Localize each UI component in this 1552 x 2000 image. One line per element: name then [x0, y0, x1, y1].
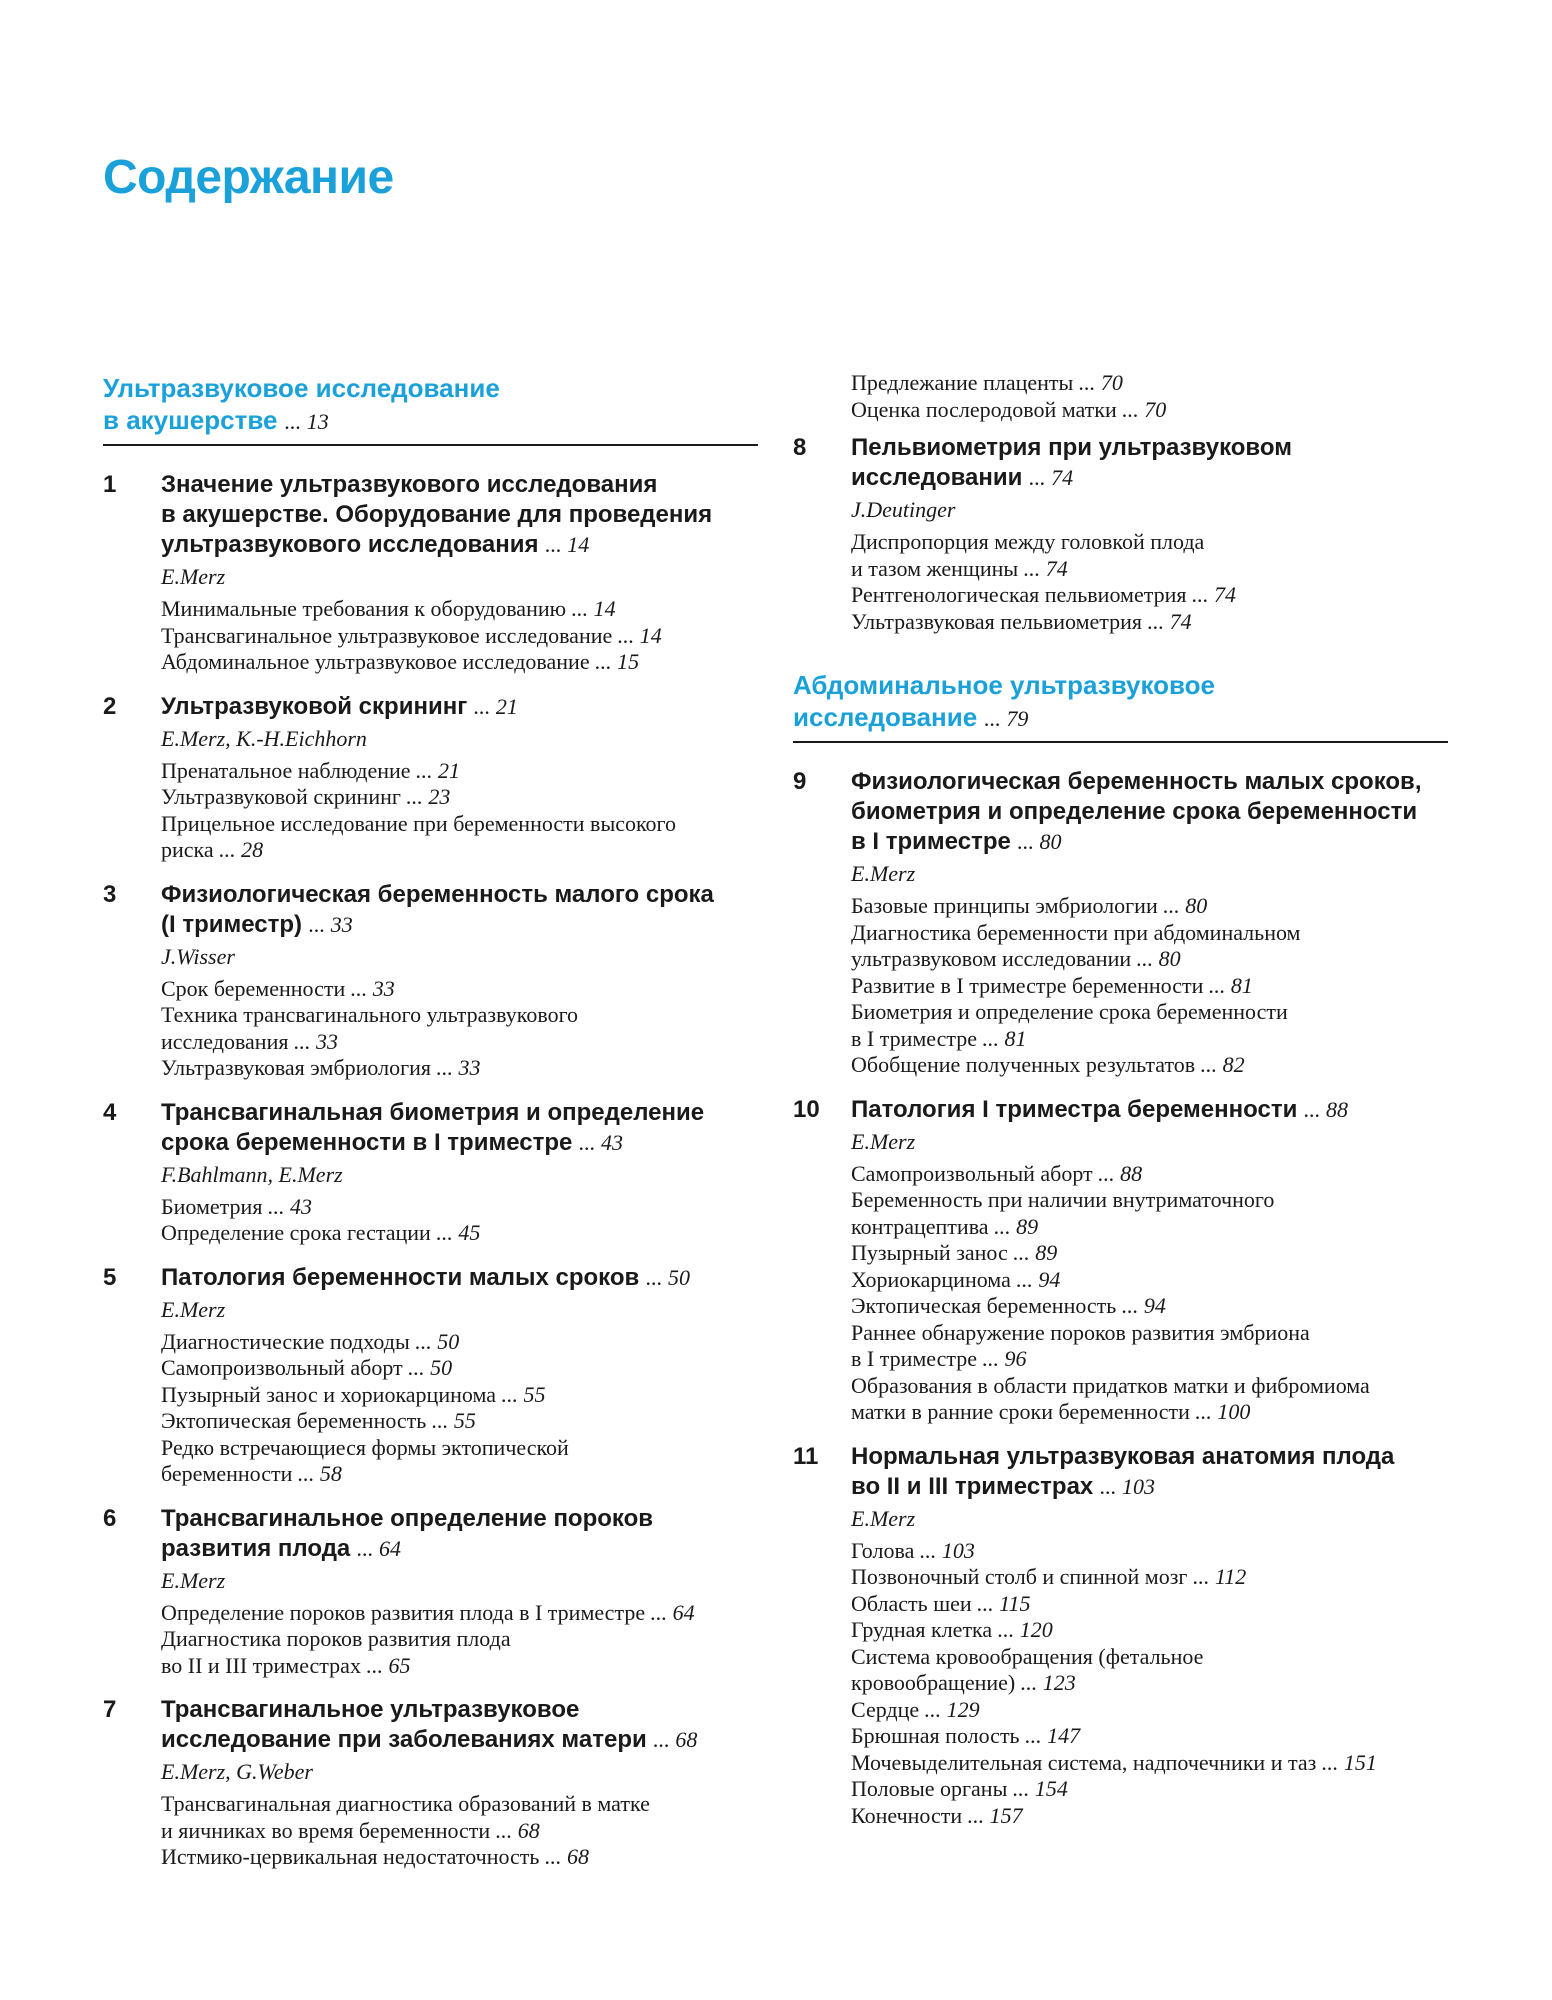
toc-subentry[interactable] — [161, 1055, 761, 1082]
chapter-entry — [103, 1263, 803, 1488]
page-number: 68 — [675, 1727, 698, 1752]
subentry-text: Пузырный занос и хориокарцинома — [161, 1381, 496, 1407]
toc-subentry[interactable] — [851, 1776, 1451, 1803]
toc-subentry[interactable] — [851, 1052, 1451, 1079]
subentry-text: Минимальные требования к оборудованию — [161, 596, 567, 621]
chapter-author: J.Deutinger — [851, 497, 956, 522]
section-title: Абдоминальное ультразвуковое исследование — [793, 670, 1216, 732]
subentry-page: ... 64 — [650, 1599, 695, 1625]
chapter-body — [161, 692, 761, 864]
toc-subentry[interactable] — [161, 1002, 761, 1055]
page-number: 33 — [330, 911, 353, 937]
subentry-page: ... 33 — [293, 1028, 338, 1054]
toc-left-column — [103, 372, 803, 1887]
page-number: 55 — [453, 1408, 476, 1433]
subentry-text: Раннее обнаружение пороков развития эмбриона в I триместре — [851, 1319, 1310, 1371]
chapter-title[interactable] — [161, 1098, 761, 1158]
subentry-text: Эктопическая беременность — [851, 1293, 1117, 1318]
chapter-body — [851, 767, 1451, 1079]
subentry-text: Диагностика пороков развития плода во II и III триместрах — [161, 1626, 511, 1678]
page-number: 50 — [667, 1264, 690, 1290]
toc-right-column — [793, 370, 1493, 1845]
subentry-text: Образования в области придатков матки и фибромиома матки в ранние сроки беременности — [851, 1372, 1370, 1424]
toc-subentry[interactable] — [851, 1750, 1451, 1777]
subentry-page: ... 115 — [977, 1590, 1031, 1616]
subentry-page: ... 103 — [919, 1537, 975, 1563]
subentry-page: ... 43 — [267, 1193, 312, 1219]
page-number: 147 — [1047, 1723, 1081, 1748]
subentry-page: ... 45 — [436, 1220, 481, 1245]
subentry-page: ... 74 — [1147, 608, 1192, 634]
page-number: 50 — [430, 1355, 453, 1380]
chapter-author: E.Merz — [851, 1505, 916, 1531]
continued-entries — [793, 370, 1493, 423]
subentry-page: ... 80 — [1136, 946, 1181, 971]
page-number: 74 — [1214, 582, 1236, 607]
subentry-text: Развитие в I триместре беременности — [851, 972, 1204, 998]
page-number: 23 — [428, 784, 451, 809]
subentry-page: ... 94 — [1121, 1293, 1166, 1318]
page-number: 129 — [946, 1696, 980, 1722]
page-number: 74 — [1051, 465, 1074, 490]
subentry-text: Брюшная полость — [851, 1723, 1020, 1748]
subentry-page: ... 50 — [415, 1328, 460, 1354]
subentry-page: ... 50 — [408, 1355, 453, 1380]
toc-subentry[interactable] — [851, 1617, 1451, 1644]
subentry-text: Истмико-цервикальная недостаточность — [161, 1844, 540, 1869]
toc-subentry[interactable] — [851, 1803, 1451, 1830]
subentry-page: ... 55 — [501, 1381, 546, 1407]
chapter-body — [161, 880, 761, 1082]
toc-subentry[interactable] — [161, 1600, 761, 1627]
subentry-text: Голова — [851, 1537, 915, 1563]
subentry-page: ... 89 — [1013, 1240, 1058, 1265]
subentry-page: ... 74 — [1192, 582, 1236, 607]
subentry-page: ... 81 — [982, 1025, 1027, 1051]
chapter-page: ... 68 — [653, 1727, 698, 1752]
chapter-number: 9 — [793, 768, 807, 795]
subentry-text: Базовые принципы эмбриологии — [851, 893, 1158, 918]
toc-subentry[interactable] — [851, 1538, 1451, 1565]
page-number: 21 — [438, 757, 461, 783]
toc-subentry[interactable] — [161, 1408, 761, 1435]
toc-subentry[interactable] — [851, 1564, 1451, 1591]
toc-subentry[interactable] — [161, 623, 761, 650]
chapter-list — [793, 767, 1493, 1829]
chapter-page: ... 21 — [473, 693, 518, 719]
page-number: 157 — [989, 1802, 1023, 1828]
chapter-author: E.Merz — [161, 1296, 226, 1322]
chapter-number: 5 — [103, 1263, 117, 1291]
subentry-page: ... 68 — [544, 1844, 589, 1869]
chapter-number: 6 — [103, 1504, 117, 1532]
page-number: 14 — [567, 532, 590, 557]
toc-subentry[interactable] — [161, 811, 761, 864]
chapter-title-text: Ультразвуковой скрининг — [161, 692, 468, 720]
subentry-text: Предлежание плаценты — [851, 370, 1074, 395]
subentry-page: ... 129 — [924, 1696, 980, 1722]
subentry-text: Прицельное исследование при беременности высокого риска — [161, 810, 677, 862]
subentry-text: Биометрия — [161, 1193, 263, 1219]
page-number: 33 — [458, 1055, 481, 1080]
toc-subentry[interactable] — [161, 758, 761, 785]
chapter-body — [161, 470, 761, 676]
subentry-page: ... 96 — [982, 1346, 1027, 1371]
subentry-page: ... 70 — [1078, 370, 1123, 395]
subentry-text: Биометрия и определение срока беременности в I триместре — [851, 999, 1288, 1051]
page-number: 154 — [1034, 1776, 1068, 1801]
chapter-entry — [103, 1695, 803, 1871]
page-number: 80 — [1185, 893, 1208, 918]
subentry-text: Рентгенологическая пельвиометрия — [851, 582, 1187, 607]
subentry-page: ... 100 — [1195, 1399, 1251, 1424]
toc-subentry[interactable] — [851, 1320, 1451, 1373]
chapter-number: 10 — [793, 1095, 820, 1123]
page-number: 21 — [495, 693, 518, 719]
subentry-text: Диагностические подходы — [161, 1328, 410, 1354]
section-heading[interactable]: Ультразвуковое исследование в акушерстве ... 13 — [103, 372, 758, 446]
page-number: 151 — [1343, 1749, 1377, 1775]
chapter-page: ... 14 — [545, 532, 590, 557]
subentry-text: Определение пороков развития плода в I триместре — [161, 1599, 646, 1625]
toc-subentry[interactable] — [161, 1844, 761, 1871]
subentry-text: Эктопическая беременность — [161, 1408, 427, 1433]
chapter-author: F.Bahlmann, E.Merz — [161, 1161, 343, 1187]
page-number: 112 — [1214, 1564, 1247, 1589]
page-number: 103 — [1121, 1473, 1155, 1499]
page-number: 74 — [1169, 608, 1192, 634]
toc-subentry[interactable] — [851, 582, 1451, 609]
toc-subentry[interactable] — [161, 1329, 761, 1356]
subentry-page: ... 147 — [1025, 1723, 1081, 1748]
page-number: 33 — [315, 1028, 338, 1054]
subentry-text: Самопроизвольный аборт — [851, 1160, 1093, 1186]
toc-subentry[interactable] — [851, 529, 1451, 582]
subentry-text: Обобщение полученных результатов — [851, 1052, 1196, 1077]
chapter-page: ... 80 — [1017, 829, 1062, 854]
subentry-text: Диспропорция между головкой плода и тазом женщины — [851, 529, 1205, 581]
toc-subentry[interactable] — [851, 1161, 1451, 1188]
toc-subentry[interactable] — [851, 920, 1451, 973]
chapter-author: E.Merz — [851, 1128, 916, 1154]
chapter-entry — [103, 692, 803, 864]
subentry-text: Сердце — [851, 1696, 920, 1722]
chapter-title[interactable] — [161, 880, 761, 940]
chapter-title-text: Патология беременности малых сроков — [161, 1263, 640, 1291]
chapter-body — [161, 1504, 761, 1680]
page-number: 88 — [1120, 1160, 1143, 1186]
page-number: 74 — [1045, 555, 1068, 581]
chapter-number: 3 — [103, 880, 117, 908]
chapter-entry — [103, 1504, 803, 1680]
toc-subentry[interactable] — [851, 1267, 1451, 1294]
subentry-page: ... 15 — [595, 649, 640, 674]
subentry-page: ... 89 — [994, 1213, 1039, 1239]
chapter-list — [103, 470, 803, 1871]
page-number: 43 — [289, 1193, 312, 1219]
page-number: 88 — [1326, 1096, 1349, 1122]
subentry-page: ... 14 — [617, 622, 662, 648]
page-number: 103 — [941, 1537, 975, 1563]
page-number: 115 — [999, 1590, 1031, 1616]
toc-subentry[interactable] — [851, 397, 1451, 424]
page-number: 123 — [1042, 1670, 1076, 1695]
chapter-title[interactable] — [851, 1095, 1451, 1125]
chapter-entry — [793, 767, 1493, 1079]
page-number: 120 — [1019, 1617, 1053, 1642]
page-number: 89 — [1016, 1213, 1039, 1239]
subentry-page: ... 33 — [350, 975, 395, 1001]
toc-subentry[interactable] — [851, 1697, 1451, 1724]
subentry-page: ... 23 — [406, 784, 451, 809]
chapter-title-text: Патология I триместра беременности — [851, 1095, 1298, 1123]
chapter-body — [851, 1442, 1451, 1830]
subentry-text: Половые органы — [851, 1776, 1008, 1801]
chapter-title-text: Трансвагинальное ультразвуковое исследование при заболеваниях матери — [161, 1696, 647, 1753]
chapter-author: J.Wisser — [161, 943, 235, 969]
page-number: 43 — [601, 1129, 624, 1155]
page-number: 100 — [1217, 1399, 1251, 1424]
subentry-page: ... 112 — [1192, 1564, 1247, 1589]
subentry-text: Техника трансвагинального ультразвукового исследования — [161, 1002, 579, 1054]
page-number: 45 — [458, 1220, 481, 1245]
chapter-author: E.Merz, G.Weber — [161, 1759, 313, 1784]
toc-subentry[interactable] — [851, 1723, 1451, 1750]
chapter-number: 11 — [793, 1442, 819, 1470]
toc-subentry[interactable] — [851, 1591, 1451, 1618]
chapter-page: ... 43 — [579, 1129, 624, 1155]
toc-subentry[interactable] — [161, 1355, 761, 1382]
subentry-text: Трансвагинальное ультразвуковое исследование — [161, 622, 613, 648]
section-page: 79 — [1006, 706, 1029, 731]
chapter-title[interactable] — [851, 1442, 1451, 1502]
subentry-text: Редко встречающиеся формы эктопической беременности — [161, 1434, 569, 1486]
page-number: 58 — [319, 1461, 342, 1486]
chapter-title[interactable] — [851, 767, 1451, 857]
subentry-text: Грудная клетка — [851, 1617, 993, 1642]
chapter-number: 8 — [793, 434, 807, 461]
subentry-page: ... 68 — [495, 1817, 540, 1843]
chapter-title-text: Физиологическая беременность малого срока (I триместр) — [161, 880, 714, 938]
subentry-page: ... 120 — [997, 1617, 1053, 1642]
page-number: 50 — [437, 1328, 460, 1354]
page-number: 94 — [1143, 1293, 1166, 1318]
chapter-page: ... 50 — [645, 1264, 690, 1290]
page-number: 70 — [1100, 370, 1123, 395]
subentry-page: ... 81 — [1208, 972, 1253, 998]
chapter-title[interactable] — [161, 470, 761, 560]
subentry-page: ... 14 — [571, 596, 616, 621]
chapter-title-text: Пельвиометрия при ультразвуковом исследовании — [851, 434, 1292, 491]
page-number: 68 — [517, 1817, 540, 1843]
subentry-page: ... 94 — [1016, 1266, 1061, 1292]
chapter-entry — [793, 1095, 1493, 1426]
toc-subentry[interactable] — [161, 1220, 761, 1247]
subentry-text: Самопроизвольный аборт — [161, 1355, 403, 1380]
toc-subentry[interactable] — [161, 1194, 761, 1221]
subentry-page: ... 154 — [1012, 1776, 1068, 1801]
toc-subentry[interactable] — [851, 1373, 1451, 1426]
chapter-author: E.Merz — [161, 1567, 226, 1593]
subentry-text: Позвоночный столб и спинной мозг — [851, 1564, 1188, 1589]
toc-subentry[interactable] — [851, 1240, 1451, 1267]
subentry-text: Срок беременности — [161, 975, 346, 1001]
section-title: Ультразвуковое исследование в акушерстве — [103, 373, 500, 435]
toc-subentry[interactable] — [161, 1382, 761, 1409]
subentry-text: Система кровообращения (фетальное кровообращение) — [851, 1643, 1204, 1695]
chapter-number: 7 — [103, 1696, 117, 1723]
subentry-page: ... 21 — [416, 757, 461, 783]
subentry-page: ... 151 — [1321, 1749, 1377, 1775]
subentry-text: Ультразвуковая эмбриология — [161, 1055, 432, 1080]
subentry-page: ... 157 — [967, 1802, 1023, 1828]
subentry-page: ... 80 — [1163, 893, 1208, 918]
toc-subentry[interactable] — [161, 1626, 761, 1679]
page-number: 89 — [1035, 1240, 1058, 1265]
subentry-text: Абдоминальное ультразвуковое исследование — [161, 649, 590, 674]
section-heading[interactable]: Абдоминальное ультразвуковое исследование ... 79 — [793, 669, 1448, 743]
subentry-page: ... 55 — [431, 1408, 476, 1433]
subentry-text: Конечности — [851, 1802, 963, 1828]
chapter-author: E.Merz — [161, 564, 226, 589]
chapter-title-text: Значение ультразвукового исследования в акушерстве. Оборудование для проведения ультразвукового исследования — [161, 471, 713, 558]
chapter-title-text: Трансвагинальное определение пороков развития плода — [161, 1504, 654, 1562]
page-number: 96 — [1004, 1346, 1027, 1371]
page-number: 55 — [523, 1381, 546, 1407]
page-number: 68 — [566, 1844, 589, 1869]
chapter-entry — [103, 470, 803, 676]
chapter-entry — [793, 433, 1493, 635]
chapter-entry — [103, 1098, 803, 1247]
subentry-text: Беременность при наличии внутриматочного контрацептива — [851, 1187, 1275, 1239]
toc-subentry[interactable] — [851, 609, 1451, 636]
page-number: 33 — [372, 975, 395, 1001]
toc-subentry[interactable] — [851, 1293, 1451, 1320]
chapter-body — [851, 433, 1451, 635]
page-number: 94 — [1038, 1266, 1061, 1292]
subentry-text: Мочевыделительная система, надпочечники и таз — [851, 1749, 1317, 1775]
subentry-text: Пузырный занос — [851, 1240, 1008, 1265]
page-number: 70 — [1144, 396, 1167, 422]
toc-subentry[interactable] — [851, 1644, 1451, 1697]
subentry-text: Ультразвуковой скрининг — [161, 784, 401, 809]
subentry-text: Ультразвуковая пельвиометрия — [851, 608, 1143, 634]
chapter-page: ... 88 — [1304, 1096, 1349, 1122]
page-number: 81 — [1230, 972, 1253, 998]
toc-subentry[interactable] — [161, 1791, 761, 1844]
toc-subentry[interactable] — [161, 784, 761, 811]
subentry-text: Хориокарцинома — [851, 1266, 1011, 1292]
page-number: 82 — [1222, 1052, 1245, 1077]
chapter-number: 4 — [103, 1098, 117, 1126]
chapter-list — [793, 433, 1493, 635]
page-number: 28 — [241, 837, 264, 862]
toc-subentry[interactable] — [161, 1435, 761, 1488]
chapter-title-text: Трансвагинальная биометрия и определение срока беременности в I триместре — [161, 1098, 705, 1156]
section-page: 13 — [306, 409, 329, 434]
subentry-text: Трансвагинальная диагностика образований в матке и яичниках во время беременности — [161, 1791, 650, 1843]
chapter-body — [851, 1095, 1451, 1426]
toc-subentry[interactable] — [161, 596, 761, 623]
chapter-title[interactable] — [161, 1263, 761, 1293]
chapter-entry — [103, 880, 803, 1082]
subentry-text: Область шеи — [851, 1590, 972, 1616]
page-number: 64 — [672, 1599, 695, 1625]
toc-subentry[interactable] — [851, 893, 1451, 920]
subentry-page: ... 58 — [297, 1461, 342, 1486]
toc-subentry[interactable] — [851, 370, 1451, 397]
chapter-title-text: Нормальная ультразвуковая анатомия плода во II и III триместрах — [851, 1442, 1395, 1500]
chapter-page: ... 64 — [356, 1535, 401, 1561]
toc-subentry[interactable] — [851, 1187, 1451, 1240]
chapter-title[interactable] — [161, 1504, 761, 1564]
page-number: 80 — [1039, 829, 1062, 854]
chapter-title[interactable] — [851, 433, 1451, 493]
subentry-text: Пренатальное наблюдение — [161, 757, 411, 783]
subentry-page: ... 123 — [1020, 1670, 1076, 1695]
toc-subentry[interactable] — [161, 976, 761, 1003]
chapter-number: 2 — [103, 692, 117, 720]
page-number: 64 — [378, 1535, 401, 1561]
page-number: 14 — [593, 596, 616, 621]
toc-subentry[interactable] — [851, 999, 1451, 1052]
chapter-title[interactable] — [161, 1695, 761, 1755]
page-number: 80 — [1158, 946, 1181, 971]
chapter-body — [161, 1098, 761, 1247]
toc-subentry[interactable] — [851, 973, 1451, 1000]
chapter-page: ... 74 — [1029, 465, 1074, 490]
chapter-page: ... 103 — [1099, 1473, 1155, 1499]
subentry-page: ... 33 — [436, 1055, 481, 1080]
subentry-page: ... 88 — [1098, 1160, 1143, 1186]
chapter-title-text: Физиологическая беременность малых сроков, биометрия и определение срока беременности в I триместре — [851, 768, 1422, 855]
subentry-page: ... 70 — [1122, 396, 1167, 422]
subentry-text: Определение срока гестации — [161, 1220, 431, 1245]
subentry-text: Диагностика беременности при абдоминальном ультразвуковом исследовании — [851, 919, 1301, 971]
chapter-author: E.Merz — [851, 861, 916, 886]
page-number: 15 — [617, 649, 640, 674]
subentry-text: Оценка послеродовой матки — [851, 396, 1117, 422]
toc-subentry[interactable] — [161, 649, 761, 676]
chapter-body — [161, 1695, 761, 1871]
page-number: 65 — [388, 1652, 411, 1678]
page-number: 81 — [1004, 1025, 1027, 1051]
chapter-body — [161, 1263, 761, 1488]
subentry-page: ... 28 — [219, 837, 264, 862]
chapter-number: 1 — [103, 471, 117, 498]
subentry-page: ... 74 — [1023, 555, 1068, 581]
chapter-title[interactable] — [161, 692, 761, 722]
subentry-page: ... 65 — [366, 1652, 411, 1678]
page-title: Содержание — [103, 151, 394, 204]
chapter-page: ... 33 — [308, 911, 353, 937]
chapter-author: E.Merz, K.-H.Eichhorn — [161, 725, 367, 751]
subentry-page: ... 82 — [1200, 1052, 1245, 1077]
chapter-entry — [793, 1442, 1493, 1830]
page-number: 14 — [639, 622, 662, 648]
